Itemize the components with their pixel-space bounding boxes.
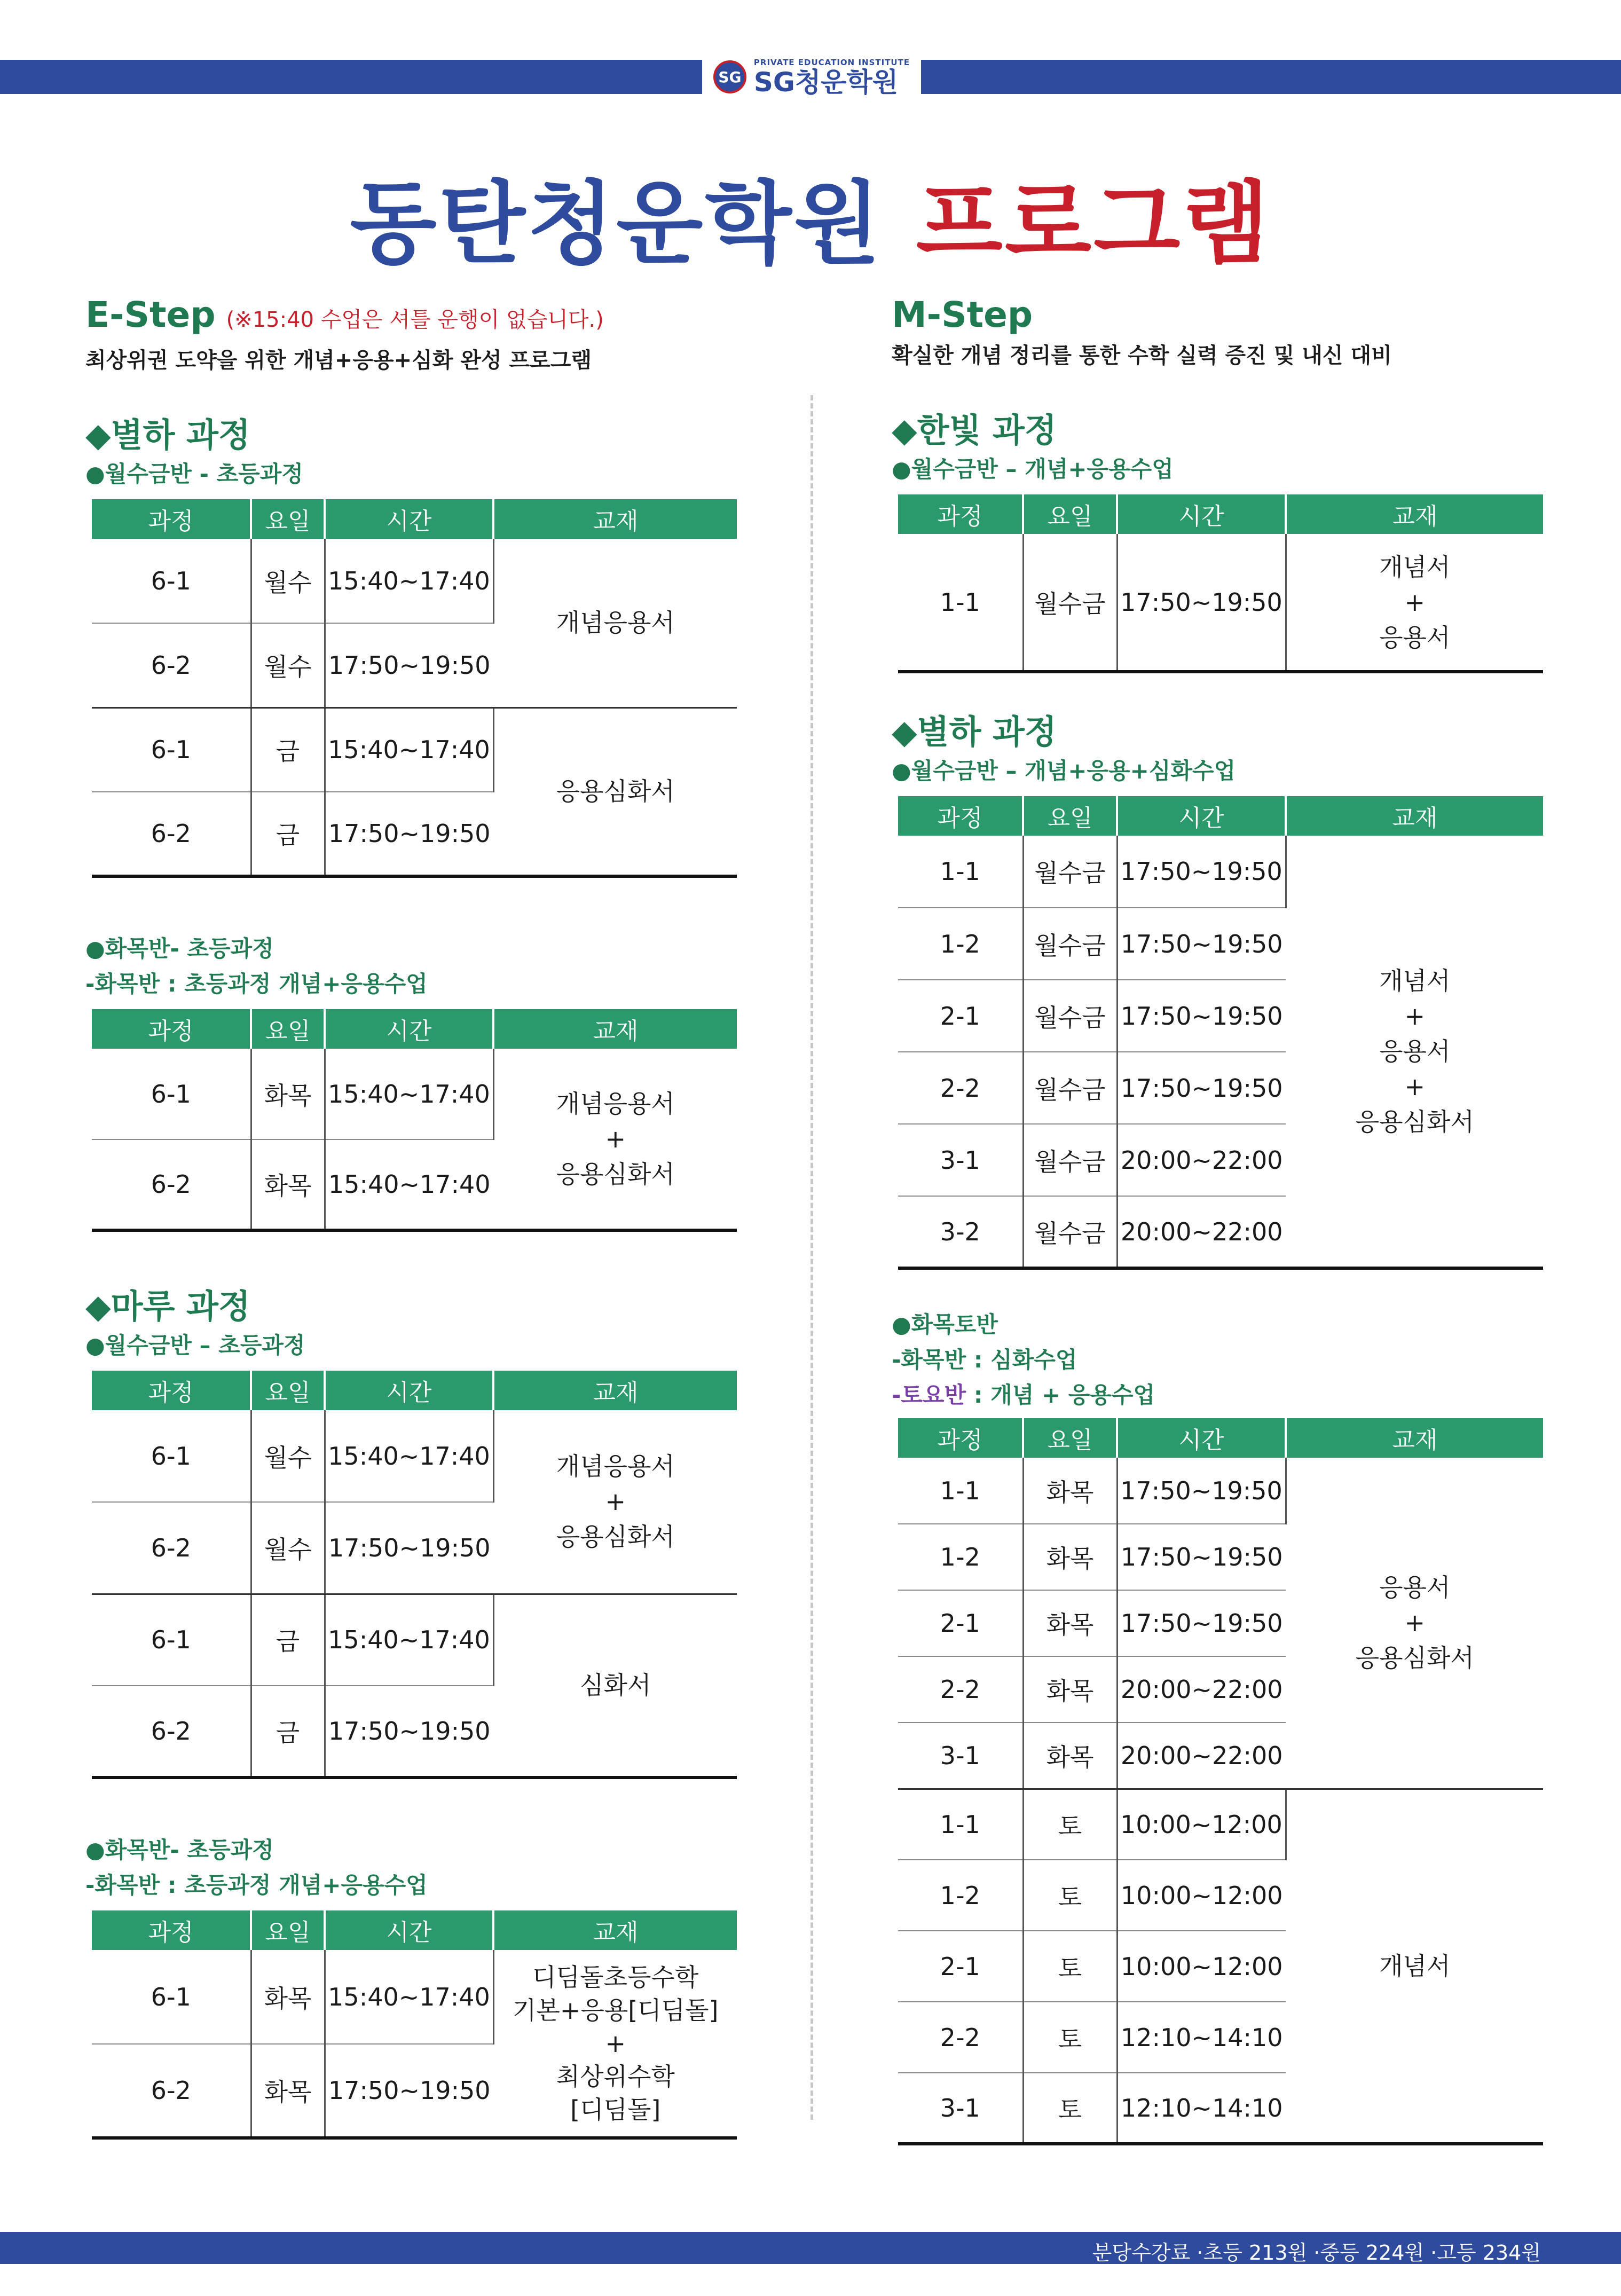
table-row: 2-1 토 10:00~12:00 [898, 1931, 1543, 2002]
table-row: 6-1 월수 15:40~17:40 개념응용서 + 응용심화서 [92, 1410, 737, 1502]
book-cell: 응용심화서 [493, 707, 737, 876]
estep-maru-mwf-label: ●월수금반 – 초등과정 [85, 1332, 305, 1358]
table-row: 6-2 금 17:50~19:50 [92, 792, 737, 876]
logo-mark-icon: SG [713, 60, 746, 93]
table-row: 1-1 토 10:00~12:00 개념서 [898, 1789, 1543, 1860]
book-cell: 개념응용서 [493, 539, 737, 707]
column-divider [810, 395, 813, 2120]
mstep-ttsat-label1: ●화목토반 [892, 1311, 998, 1338]
title-part2: 프로그램 [916, 171, 1271, 276]
table-row: 1-1 화목 17:50~19:50 응용서 + 응용심화서 [898, 1458, 1543, 1524]
logo-subtitle: PRIVATE EDUCATION INSTITUTE [753, 57, 910, 67]
book-cell: 개념서 [1286, 1789, 1543, 2144]
mstep-column [892, 294, 1543, 2145]
table-row: 1-2 화목 17:50~19:50 [898, 1524, 1543, 1590]
estep-subtitle: 최상위권 도약을 위한 개념+응용+심화 완성 프로그램 [85, 348, 592, 373]
estep-note: (※15:40 수업은 셔틀 운행이 없습니다.) [226, 308, 604, 332]
estep-maru-mwf-table: 과정 요일 시간 교재 6-1 월수 15:40~17:40 개념응용서 + 응용심화서 6-2 월수 17:50~19:50 6-1 금 15:40~17:40 심화서 6-2 금 17:50~19:50 [92, 1371, 737, 1779]
estep-byeolha-title: ◆별하 과정 [85, 415, 250, 454]
book-cell: 개념응용서 + 응용심화서 [493, 1410, 737, 1594]
mstep-ttsat-table: 과정 요일 시간 교재 1-1 화목 17:50~19:50 응용서 + 응용심화서 1-2 화목 17:50~19:50 2-1 화목 17:50~19:50 2-2 화목 20:00~22:00 3-1 화목 20:00~22:00 1-1 토 10:00~12:00 개념서 1-2 토 10:00~12:00 2-1 토 10:00~12:00 2-2 토 12:10~14:10 3-1 토 12:10~14:10 [898, 1418, 1543, 2145]
table-row: 6-1 월수 15:40~17:40 개념응용서 [92, 539, 737, 623]
logo-name: SG청운학원 [753, 66, 899, 98]
header-book: 교재 [493, 499, 737, 539]
table-row: 1-1 월수금 17:50~19:50 개념서 + 응용서 [898, 534, 1543, 672]
table-row: 3-1 화목 20:00~22:00 [898, 1723, 1543, 1789]
estep-byeolha-tt-table: 과정 요일 시간 교재 6-1 화목 15:40~17:40 개념응용서 + 응용심화서 6-2 화목 15:40~17:40 [92, 1009, 737, 1232]
estep-column [85, 294, 737, 2140]
logo [702, 51, 921, 103]
table-row: 6-1 금 15:40~17:40 심화서 [92, 1594, 737, 1686]
estep-byeolha-mwf-table [92, 499, 737, 878]
table-row: 6-1 금 15:40~17:40 응용심화서 [92, 707, 737, 792]
table-row: 2-1 화목 17:50~19:50 [898, 1590, 1543, 1656]
table-row: 3-1 토 12:10~14:10 [898, 2073, 1543, 2144]
estep-maru-title: ◆마루 과정 [85, 1287, 250, 1326]
table-row: 3-2 월수금 20:00~22:00 [898, 1196, 1543, 1268]
book-cell: 심화서 [493, 1594, 737, 1778]
estep-title: E-Step (※15:40 수업은 셔틀 운행이 없습니다.) [85, 294, 604, 335]
table-row: 6-1 화목 15:40~17:40 디딤돌초등수학 기본+응용[디딤돌] + 최상위수학 [디딤돌] [92, 1950, 737, 2044]
mstep-ttsat-label2: -화목반 : 심화수업 [892, 1347, 1077, 1373]
table-row: 2-2 토 12:10~14:10 [898, 2002, 1543, 2073]
table-row: 6-2 금 17:50~19:50 [92, 1686, 737, 1778]
header-time: 시간 [325, 499, 493, 539]
book-cell: 디딤돌초등수학 기본+응용[디딤돌] + 최상위수학 [디딤돌] [493, 1950, 737, 2138]
table-row: 3-1 월수금 20:00~22:00 [898, 1124, 1543, 1196]
price-info: 분당수강료 ·초등 213원 ·중등 224원 ·고등 234원 [1092, 2241, 1541, 2264]
table-row: 6-2 월수 17:50~19:50 [92, 1502, 737, 1594]
table-row: 2-2 월수금 17:50~19:50 [898, 1052, 1543, 1124]
table-row: 1-2 월수금 17:50~19:50 [898, 908, 1543, 980]
book-cell: 개념서 + 응용서 + 응용심화서 [1286, 836, 1543, 1268]
estep-byeolha-mwf-label: ●월수금반 - 초등과정 [85, 461, 303, 487]
mstep-byeolha-label: ●월수금반 – 개념+응용+심화수업 [892, 758, 1236, 784]
estep-byeolha-tt-label1: ●화목반- 초등과정 [85, 935, 274, 962]
table-row: 1-1 월수금 17:50~19:50 개념서 + 응용서 + 응용심화서 [898, 836, 1543, 908]
estep-maru-tt-label1: ●화목반- 초등과정 [85, 1837, 274, 1863]
book-cell: 응용서 + 응용심화서 [1286, 1458, 1543, 1789]
table-row: 2-2 화목 20:00~22:00 [898, 1656, 1543, 1723]
page-title [0, 152, 1621, 281]
table-row: 6-1 화목 15:40~17:40 개념응용서 + 응용심화서 [92, 1049, 737, 1139]
book-cell: 개념서 + 응용서 [1286, 534, 1543, 672]
estep-maru-tt-label2: -화목반 : 초등과정 개념+응용수업 [85, 1872, 428, 1898]
table-row: 2-1 월수금 17:50~19:50 [898, 980, 1543, 1052]
mstep-hanbit-table: 과정 요일 시간 교재 1-1 월수금 17:50~19:50 개념서 + 응용서 [898, 494, 1543, 673]
table-row: 6-2 화목 17:50~19:50 [92, 2044, 737, 2138]
mstep-byeolha-table: 과정 요일 시간 교재 1-1 월수금 17:50~19:50 개념서 + 응용서 + 응용심화서 1-2 월수금 17:50~19:50 2-1 월수금 17:50~19:50 2-2 월수금 17:50~19:50 3-1 월수금 20:00~22:00 3-2 월수금 20:00~22:00 [898, 796, 1543, 1270]
title-part1: 동탄청운학원 [350, 171, 883, 276]
mstep-subtitle: 확실한 개념 정리를 통한 수학 실력 증진 및 내신 대비 [892, 343, 1392, 368]
mstep-ttsat-label3: -토요반 : 개념 + 응용수업 [892, 1382, 1155, 1408]
mstep-hanbit-title: ◆한빛 과정 [892, 411, 1057, 450]
mstep-byeolha-title: ◆별하 과정 [892, 712, 1057, 751]
table-row: 6-2 화목 15:40~17:40 [92, 1139, 737, 1230]
estep-maru-tt-table: 과정 요일 시간 교재 6-1 화목 15:40~17:40 디딤돌초등수학 기본+응용[디딤돌] + 최상위수학 [디딤돌] 6-2 화목 17:50~19:50 [92, 1910, 737, 2140]
book-cell: 개념응용서 + 응용심화서 [493, 1049, 737, 1230]
header-day: 요일 [251, 499, 325, 539]
table-row: 6-2 월수 17:50~19:50 [92, 623, 737, 707]
mstep-title: M-Step [892, 294, 1033, 335]
estep-byeolha-tt-label2: -화목반 : 초등과정 개념+응용수업 [85, 971, 428, 997]
header-course: 과정 [92, 499, 251, 539]
mstep-hanbit-label: ●월수금반 – 개념+응용수업 [892, 456, 1174, 482]
table-row: 1-2 토 10:00~12:00 [898, 1860, 1543, 1931]
